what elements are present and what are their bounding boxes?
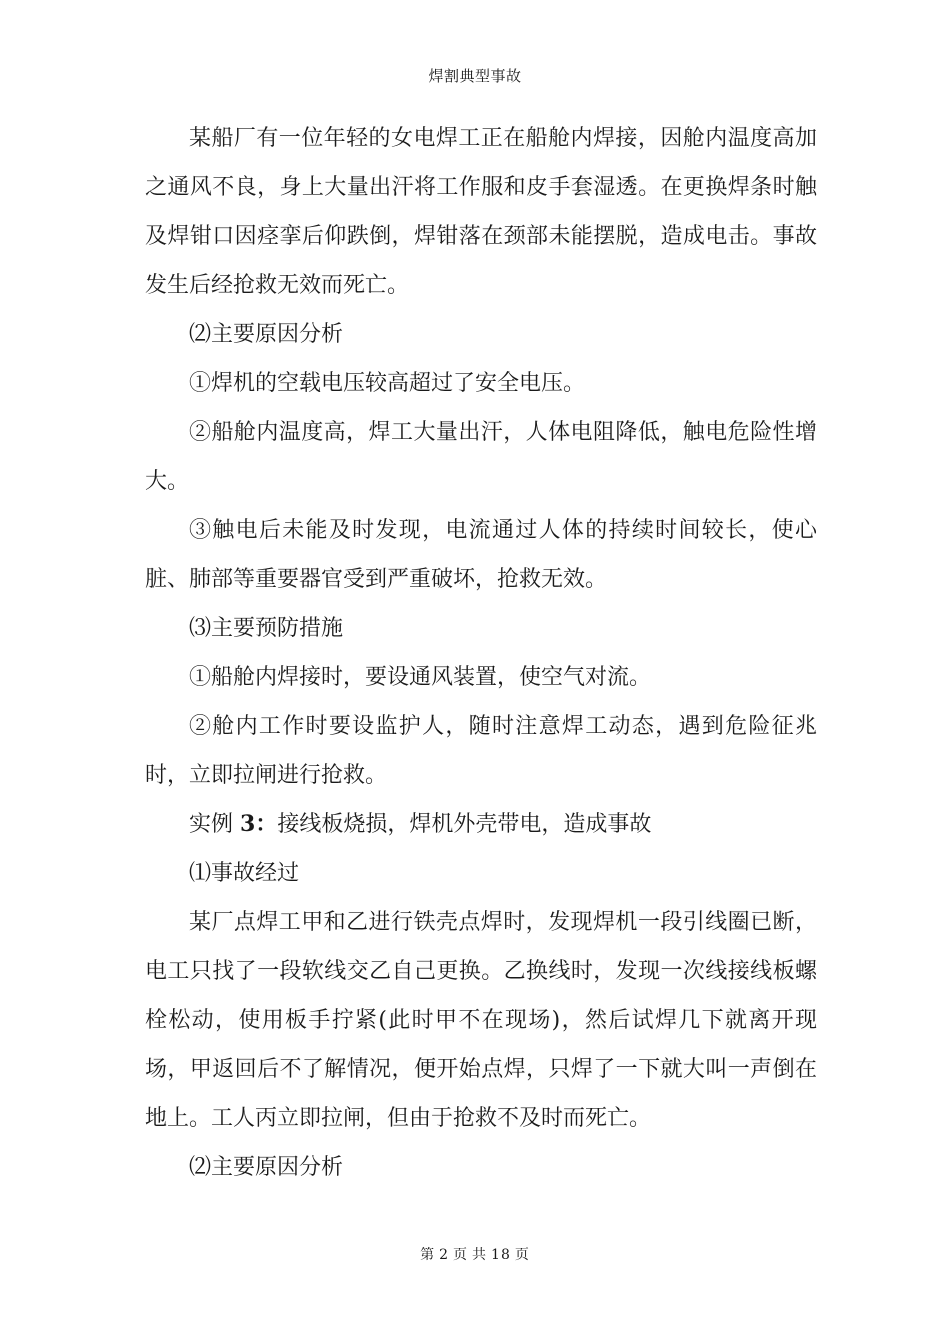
example-colon: ： [255,811,278,837]
page-label-prefix: 第 [420,1247,436,1263]
section-heading-prevention: ⑶主要预防措施 [189,616,344,641]
page-header [0,66,950,86]
section-heading-cause-analysis: ⑵主要原因分析 [189,322,344,347]
example-number: 3 [240,811,256,837]
list-item-cause-3: ③触电后未能及时发现，电流通过人体的持续时间较长，使心脏、肺部等重要器官受到严重破坏，抢救无效。 [145,518,817,592]
list-item-prevention-1: ①船舱内焊接时，要设通风装置，使空气对流。 [189,665,652,690]
section-heading-accident-process: ⑴事故经过 [189,861,300,886]
total-pages-number: 18 [491,1247,511,1263]
example-title: 接线板烧损，焊机外壳带电，造成事故 [277,812,652,837]
example-prefix: 实例 [189,812,234,837]
paragraph-accident-process: 某厂点焊工甲和乙进行铁壳点焊时，发现焊机一段引线圈已断，电工只找了一段软线交乙自己更换。乙换线时，发现一次线接线板螺栓松动，使用板手拧紧(此时甲不在现场)，然后试焊几下就离开现场，甲返回后不了解情况，便开始点焊，只焊了一下就大叫一声倒在地上。工人丙立即拉闸，但由于抢救不及时而死亡。 [145,910,817,1131]
total-label: 共 [472,1247,488,1263]
current-page-number: 2 [439,1247,450,1263]
page-footer [0,1245,950,1265]
example-heading [145,800,817,849]
total-unit: 页 [514,1247,530,1263]
document-body [145,114,817,1192]
list-item-cause-1: ①焊机的空载电压较高超过了安全电压。 [189,371,586,396]
page-label-unit: 页 [453,1247,469,1263]
document-title: 焊割典型事故 [428,67,522,85]
paragraph-accident-description: 某船厂有一位年轻的女电焊工正在船舱内焊接，因舱内温度高加之通风不良，身上大量出汗将工作服和皮手套湿透。在更换焊条时触及焊钳口因痉挛后仰跌倒，焊钳落在颈部未能摆脱，造成电击。事故发生后经抢救无效而死亡。 [145,126,817,298]
section-heading-cause-analysis-2: ⑵主要原因分析 [189,1155,344,1180]
list-item-prevention-2: ②舱内工作时要设监护人，随时注意焊工动态，遇到危险征兆时，立即拉闸进行抢救。 [145,714,817,788]
list-item-cause-2: ②船舱内温度高，焊工大量出汗，人体电阻降低，触电危险性增大。 [145,420,817,494]
